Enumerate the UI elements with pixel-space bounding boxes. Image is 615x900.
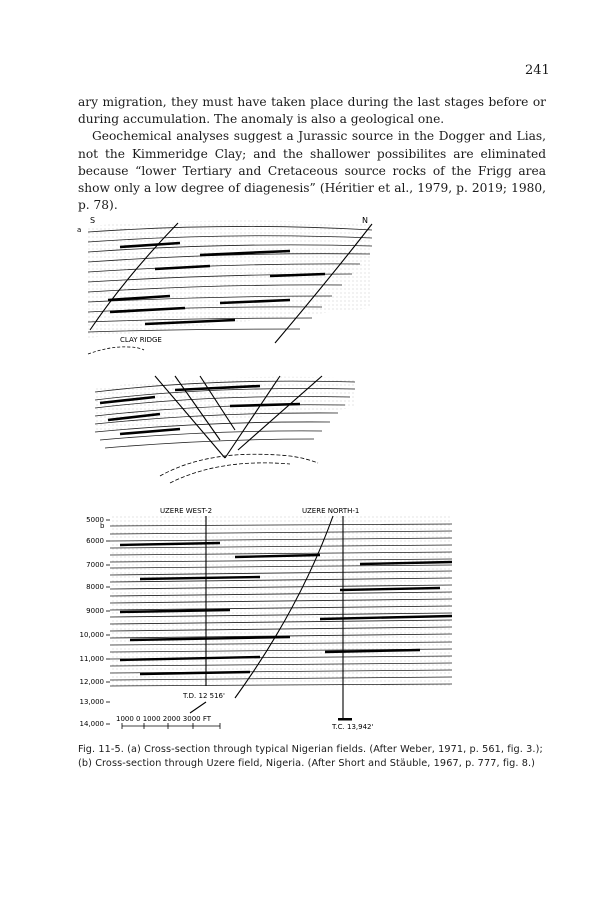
- figure-svg: [60, 208, 470, 738]
- depth-label: 8000: [86, 583, 104, 591]
- well-label-west: UZERE WEST-2: [160, 507, 213, 515]
- depth-axis: [80, 516, 105, 728]
- clay-diapir-outline-2: [170, 463, 290, 483]
- figure-b-section: [80, 507, 453, 731]
- panel-b-label: b: [100, 522, 105, 530]
- depth-label: 10,000: [79, 631, 104, 639]
- scale-bar: [122, 723, 220, 729]
- label-south: S: [90, 216, 96, 225]
- figure-a-section: [77, 216, 372, 354]
- depth-label: 13,000: [79, 698, 104, 706]
- label-north: N: [362, 216, 368, 225]
- depth-label: 9000: [86, 607, 104, 615]
- clay-ridge-outline: [88, 347, 144, 354]
- clay-ridge-label: CLAY RIDGE: [120, 336, 162, 344]
- depth-label: 6000: [86, 537, 104, 545]
- figure-caption: Fig. 11-5. (a) Cross-section through typical Nigerian fields. (After Weber, 1971, p. 561, fig. 3.); (b) Cross-section through Uzere field, Nigeria. (After Short and Stäuble, 1967, p. 777, fig. 8.): [78, 744, 543, 769]
- depth-label: 12,000: [79, 678, 104, 686]
- depth-ticks: [106, 520, 110, 724]
- well-label-north: UZERE NORTH-1: [302, 507, 360, 515]
- page-number: 241: [525, 63, 550, 78]
- figure-11-5: [60, 208, 470, 742]
- clay-diapir-outline: [160, 454, 318, 476]
- td-label-north: T.C. 13,942': [332, 723, 374, 731]
- paragraph-1: ary migration, they must have taken place during the last stages before or during accumulation. The anomaly is also a geological one.: [78, 95, 546, 127]
- paragraph-2: Geochemical analyses suggest a Jurassic source in the Dogger and Lias, not the Kimmeridge Clay; and the shallower possibilites are eliminated because “lower Tertiary and Cretaceous source rocks of the Frigg area show only a low degree of diagenesis” (Héritier et al., 1979, p. 2019; 1980, p. 78).: [78, 129, 546, 213]
- depth-label: 11,000: [79, 655, 104, 663]
- scale-bar-label: 1000 0 1000 2000 3000 FT: [116, 715, 212, 723]
- figure-a-fault-blocks: [95, 376, 355, 483]
- td-marker-north: [338, 718, 352, 721]
- body-text: [78, 94, 546, 214]
- depth-label: 7000: [86, 561, 104, 569]
- td-label-west: T.D. 12 516': [183, 692, 225, 700]
- depth-label: 14,000: [79, 720, 104, 728]
- depth-label: 5000: [86, 516, 104, 524]
- td-pointer: [190, 702, 206, 713]
- panel-a-label: a: [77, 226, 82, 234]
